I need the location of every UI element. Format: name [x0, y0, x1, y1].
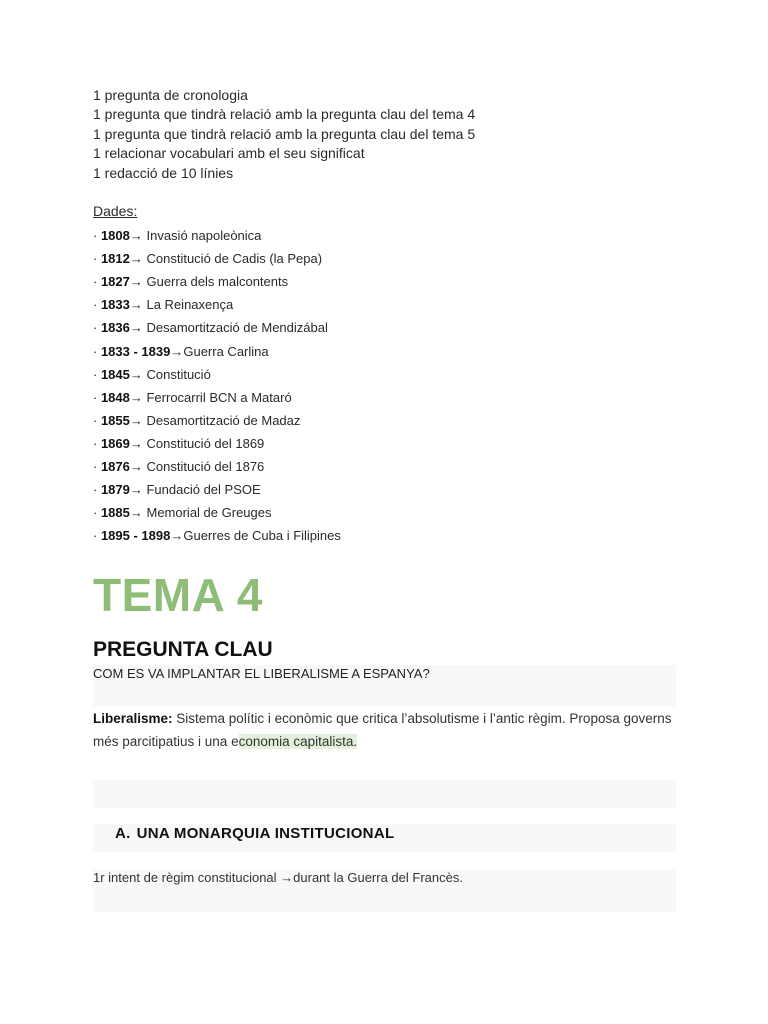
bullet: ·	[93, 389, 101, 405]
highlighted-text: conomia capitalista.	[238, 734, 358, 750]
chronology-year: 1848	[100, 389, 130, 405]
chronology-year: 1812	[100, 251, 130, 267]
arrow-icon: →	[129, 297, 143, 313]
chronology-event: Guerres de Cuba i Filipines	[183, 528, 341, 544]
bullet: ·	[93, 320, 101, 336]
chronology-year: 1895 - 1898	[100, 528, 171, 544]
bullet: ·	[93, 482, 101, 498]
bullet: ·	[93, 435, 101, 451]
exam-structure-list	[93, 86, 676, 183]
chronology-list	[93, 224, 676, 547]
chronology-item	[93, 247, 676, 270]
section-a-heading	[93, 824, 676, 852]
arrow-icon: →	[129, 251, 143, 267]
arrow-icon: →	[129, 320, 143, 336]
bullet: ·	[93, 412, 101, 428]
chronology-item	[93, 224, 676, 247]
bullet: ·	[93, 343, 101, 359]
definition-text: Sistema polític i econòmic que critica l’absolutisme i l’antic règim. Proposa governs més parcitipatius i una e	[93, 711, 672, 750]
chronology-year: 1808	[100, 228, 130, 244]
chronology-event: Guerra dels malcontents	[142, 274, 289, 290]
chronology-event: Fundació del PSOE	[142, 482, 261, 498]
tema-title: TEMA 4	[93, 569, 263, 622]
arrow-icon: →	[129, 366, 143, 382]
chronology-item	[93, 524, 676, 547]
chronology-year: 1845	[100, 366, 130, 382]
arrow-icon: →	[129, 435, 143, 451]
arrow-icon: →	[129, 228, 143, 244]
section-a-paragraph	[93, 870, 676, 912]
chronology-item	[93, 270, 676, 293]
exam-item: 1 redacció de 10 línies	[93, 164, 234, 181]
chronology-event: Ferrocarril BCN a Mataró	[142, 389, 292, 405]
empty-block	[93, 780, 676, 808]
chronology-item	[93, 478, 676, 501]
exam-item: 1 pregunta que tindrà relació amb la pregunta clau del tema 4	[93, 106, 476, 123]
chronology-event: Guerra Carlina	[183, 343, 269, 359]
chronology-event: La Reinaxença	[142, 297, 234, 313]
section-marker: A.	[115, 825, 131, 843]
chronology-year: 1836	[100, 320, 130, 336]
chronology-year: 1869	[100, 435, 130, 451]
arrow-icon: →	[129, 412, 143, 428]
exam-item: 1 pregunta de cronologia	[93, 87, 248, 103]
bullet: ·	[93, 505, 101, 521]
bullet: ·	[93, 458, 101, 474]
key-question	[93, 665, 676, 707]
chronology-year: 1827	[100, 274, 130, 290]
bullet: ·	[93, 366, 101, 382]
chronology-year: 1879	[100, 482, 130, 498]
chronology-year: 1855	[100, 412, 130, 428]
chronology-item	[93, 316, 676, 339]
arrow-icon: →	[129, 458, 143, 474]
chronology-event: Constitució del 1876	[142, 458, 265, 474]
chronology-event: Constitució de Cadis (la Pepa)	[142, 251, 323, 267]
document-page	[93, 86, 676, 912]
chronology-item	[93, 432, 676, 455]
chronology-item	[93, 340, 676, 363]
chronology-item	[93, 409, 676, 432]
chronology-event: Constitució	[142, 366, 211, 382]
dades-label: Dades:	[93, 203, 138, 220]
section-a-text: 1r intent de règim constitucional →durant la Guerra del Francès.	[93, 870, 463, 886]
pregunta-clau-heading: PREGUNTA CLAU	[93, 638, 273, 662]
chronology-event: Desamortització de Madaz	[142, 412, 301, 428]
bullet: ·	[93, 528, 101, 544]
arrow-icon: →	[129, 274, 143, 290]
chronology-event: Memorial de Greuges	[142, 505, 272, 521]
chronology-year: 1876	[100, 458, 130, 474]
chronology-year: 1833 - 1839	[100, 343, 171, 359]
key-question-text: COM ES VA IMPLANTAR EL LIBERALISME A ESPANYA?	[93, 666, 430, 682]
arrow-icon: →	[129, 505, 143, 521]
chronology-year: 1885	[100, 505, 130, 521]
bullet: ·	[93, 228, 101, 244]
liberalism-definition	[93, 707, 676, 753]
exam-item: 1 relacionar vocabulari amb el seu significat	[93, 145, 365, 162]
exam-item: 1 pregunta que tindrà relació amb la pregunta clau del tema 5	[93, 125, 476, 142]
chronology-item	[93, 363, 676, 386]
chronology-event: Invasió napoleònica	[142, 228, 262, 244]
arrow-icon: →	[170, 343, 184, 359]
section-title: UNA MONARQUIA INSTITUCIONAL	[136, 825, 395, 843]
bullet: ·	[93, 251, 101, 267]
bullet: ·	[93, 274, 101, 290]
definition-term: Liberalisme:	[93, 711, 173, 727]
chronology-event: Constitució del 1869	[142, 435, 265, 451]
arrow-icon: →	[170, 528, 184, 544]
chronology-event: Desamortització de Mendizábal	[142, 320, 328, 336]
chronology-item	[93, 386, 676, 409]
chronology-item	[93, 455, 676, 478]
bullet: ·	[93, 297, 101, 313]
arrow-icon: →	[129, 389, 143, 405]
arrow-icon: →	[129, 482, 143, 498]
chronology-year: 1833	[100, 297, 130, 313]
chronology-item	[93, 293, 676, 316]
chronology-item	[93, 501, 676, 524]
